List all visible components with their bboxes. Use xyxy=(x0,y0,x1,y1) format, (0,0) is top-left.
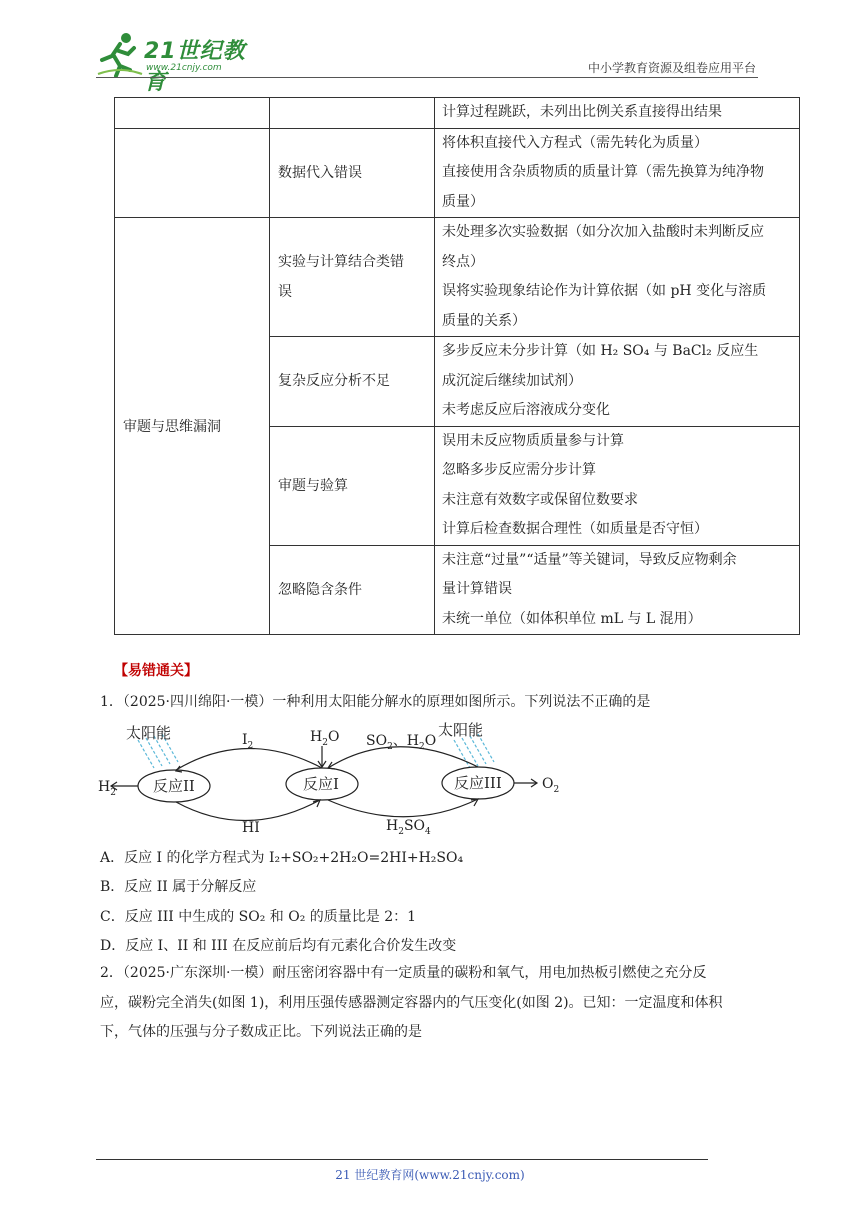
sub-text: 误 xyxy=(278,284,292,300)
reaction-iii-label: 反应III xyxy=(454,774,502,792)
arrow-i2 xyxy=(176,748,322,770)
category-label: 审题与思维漏洞 xyxy=(115,218,270,635)
item-text: 未注意“过量”“适量”等关键词，导致反应物剩余 xyxy=(442,551,737,568)
table-row xyxy=(115,218,800,337)
table-cell-items xyxy=(435,426,800,545)
subcategory-complex: 复杂反应分析不足 xyxy=(270,337,435,427)
item-text: 直接使用含杂质物质的质量计算（需先换算为纯净物 xyxy=(442,164,764,180)
question-2-line-3: 下，气体的压强与分子数成正比。下列说法正确的是 xyxy=(100,1024,422,1040)
arrow-hi xyxy=(176,800,320,821)
item-text: 计算后检查数据合理性（如质量是否守恒） xyxy=(442,521,708,537)
logo-text: 21世纪教育 xyxy=(144,39,246,95)
item-text: 终点） xyxy=(442,253,484,270)
question-2-line-1: 2．（2025·广东深圳·一模）耐压密闭容器中有一定质量的碳粉和氧气，用电加热板引燃使之充分反 xyxy=(100,965,707,981)
q1-option-b: B．反应 II 属于分解反应 xyxy=(100,879,257,895)
label-i2: $I_2$ xyxy=(242,732,254,751)
reaction-i-label: 反应I xyxy=(303,775,339,793)
table-cell-items xyxy=(435,337,800,427)
item-text: 将体积直接代入方程式（需先转化为质量） xyxy=(442,134,708,151)
item-text: 忽略多步反应需分步计算 xyxy=(442,462,596,478)
table-cell-items xyxy=(435,128,800,218)
item-text: 误用未反应物质质量参与计算 xyxy=(442,432,624,449)
sun-label-right: 太阳能 xyxy=(438,721,484,739)
table-row xyxy=(115,128,800,218)
sub-text: 实验与计算结合类错 xyxy=(278,254,404,270)
subcategory-hidden: 忽略隐含条件 xyxy=(270,545,435,635)
item-text: 误将实验现象结论作为计算依据（如 pH 变化与溶质 xyxy=(442,283,767,299)
q1-option-a: A．反应 I 的化学方程式为 I₂+SO₂+2H₂O=2HI+H₂SO₄ xyxy=(100,850,464,866)
footer-divider xyxy=(96,1159,708,1160)
runner-logo-icon xyxy=(96,30,144,78)
table-cell-items xyxy=(435,545,800,635)
item-text: 未注意有效数字或保留位数要求 xyxy=(442,491,638,508)
question-2-line-2: 应，碳粉完全消失(如图 1)，利用压强传感器测定容器内的气压变化(如图 2)。已知：一定温度和体积 xyxy=(100,995,723,1011)
subcategory-data-input: 数据代入错误 xyxy=(270,128,435,218)
subcategory-experiment xyxy=(270,218,435,337)
subcategory-review: 审题与验算 xyxy=(270,426,435,545)
sun-label-left: 太阳能 xyxy=(126,724,172,742)
platform-title: 中小学教育资源及组卷应用平台 xyxy=(587,61,756,75)
label-hi: HI xyxy=(242,820,260,836)
table-row xyxy=(115,98,800,129)
q1-option-c: C．反应 III 中生成的 SO₂ 和 O₂ 的质量比是 2：1 xyxy=(100,909,417,925)
item-text: 质量的关系） xyxy=(442,312,526,329)
label-o2: $O_2$ xyxy=(542,776,560,795)
footer-text: 21 世纪教育网(www.21cnjy.com) xyxy=(335,1168,525,1182)
reaction-ii-label: 反应II xyxy=(153,777,195,795)
reaction-cycle-diagram xyxy=(96,716,576,840)
item-text: 未处理多次实验数据（如分次加入盐酸时未判断反应 xyxy=(442,224,764,240)
label-h2: $H_2$ xyxy=(98,779,116,798)
question-1-stem: 1．（2025·四川绵阳·一模）一种利用太阳能分解水的原理如图所示。下列说法不正确的是 xyxy=(100,694,651,710)
label-h2o: $H_2O$ xyxy=(310,729,340,748)
item-text: 质量） xyxy=(442,193,484,210)
arrow-so2-h2o xyxy=(328,747,478,768)
table-cell-empty xyxy=(115,128,270,218)
error-table xyxy=(114,97,800,635)
logo-url: www.21cnjy.com xyxy=(146,63,222,73)
table-cell-empty xyxy=(115,98,270,129)
table-cell-items xyxy=(435,218,800,337)
page-header xyxy=(96,30,756,95)
site-logo xyxy=(96,30,266,95)
item-text: 计算过程跳跃，未列出比例关系直接得出结果 xyxy=(442,104,722,120)
q1-option-d: D．反应 I、II 和 III 在反应前后均有元素化合价发生改变 xyxy=(100,938,457,954)
arrow-h2so4 xyxy=(328,799,478,817)
section-title: 【易错通关】 xyxy=(114,663,198,679)
item-text: 量计算错误 xyxy=(442,581,512,597)
label-h2so4: $H_2SO_4$ xyxy=(386,818,431,837)
item-text: 成沉淀后继续加试剂） xyxy=(442,372,582,389)
table-cell-empty xyxy=(270,98,435,129)
item-text: 未统一单位（如体积单位 mL 与 L 混用） xyxy=(442,610,702,627)
sun-rays-right-icon xyxy=(454,734,494,768)
label-so2-h2o: $SO_2$、$H_2O$ xyxy=(366,733,437,752)
item-text: 未考虑反应后溶液成分变化 xyxy=(442,402,610,418)
item-text: 多步反应未分步计算（如 H₂ SO₄ 与 BaCl₂ 反应生 xyxy=(442,343,759,359)
table-cell-items xyxy=(435,98,800,129)
header-divider xyxy=(96,77,758,78)
